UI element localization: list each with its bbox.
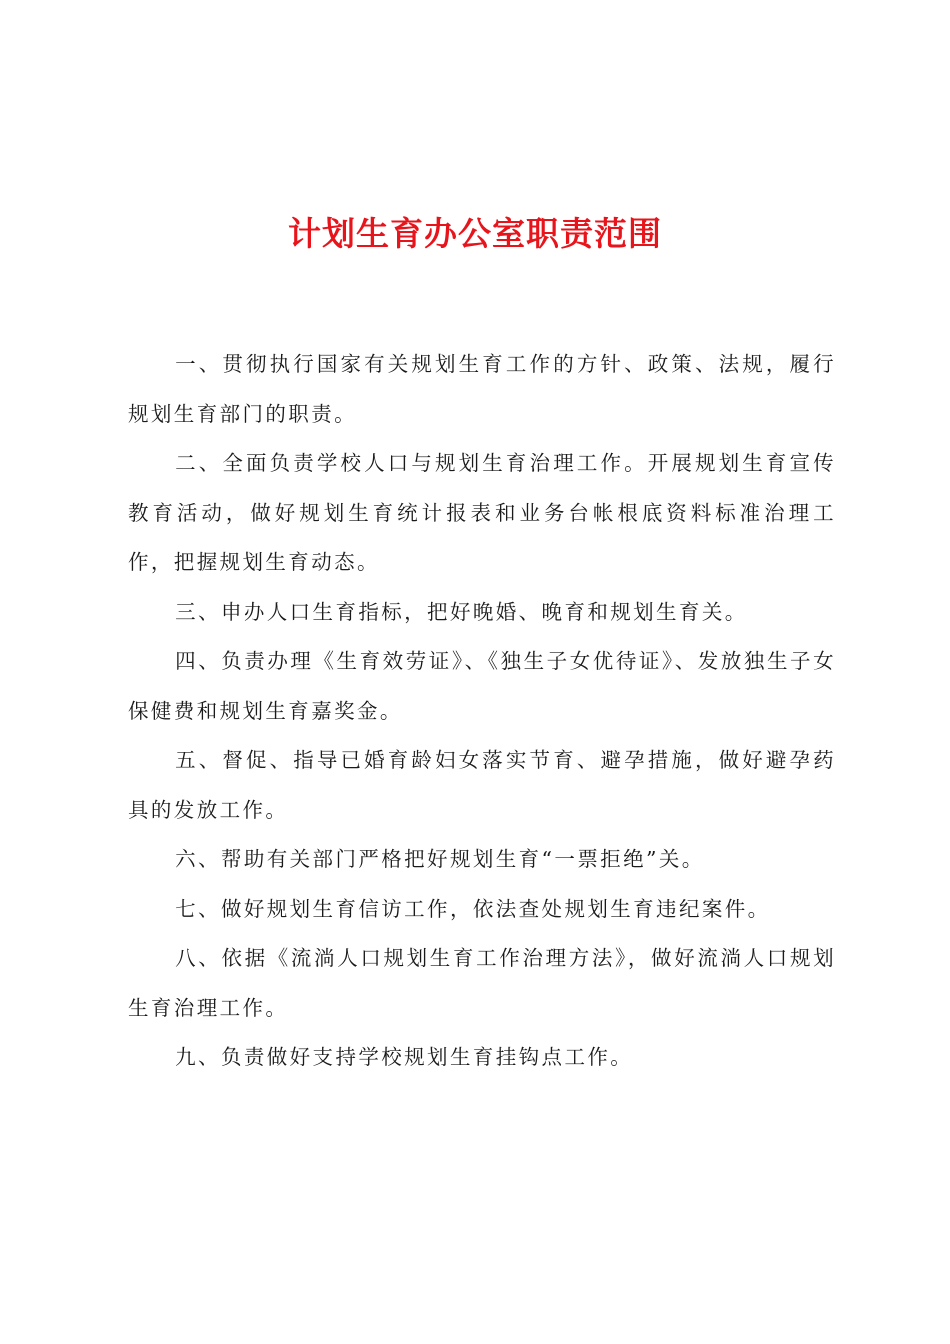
paragraph-7: 七、做好规划生育信访工作，依法查处规划生育违纪案件。 [175, 896, 771, 921]
document-title: 计划生育办公室职责范围 [288, 214, 662, 253]
paragraph-9: 九、负责做好支持学校规划生育挂钩点工作。 [175, 1045, 634, 1069]
paragraph-1: 一、贯彻执行国家有关规划生育工作的方针、政策、法规，履行规划生育部门的职责。 [128, 352, 836, 426]
paragraph-3: 三、申办人口生育指标，把好晚婚、晚育和规划生育关。 [175, 599, 748, 624]
paragraph-4: 四、负责办理《生育效劳证》、《独生子女优待证》、发放独生子女保健费和规划生育嘉奖金。 [128, 649, 836, 723]
paragraph-2: 二、全面负责学校人口与规划生育治理工作。开展规划生育宣传教育活动，做好规划生育统计报表和业务台帐根底资料标准治理工作，把握规划生育动态。 [128, 451, 836, 574]
document-body [128, 340, 836, 1083]
paragraph-6: 六、帮助有关部门严格把好规划生育“一票拒绝”关。 [175, 847, 705, 871]
paragraph-5: 五、督促、指导已婚育龄妇女落实节育、避孕措施，做好避孕药具的发放工作。 [128, 748, 836, 822]
paragraph-8: 八、依据《流淌人口规划生育工作治理方法》，做好流淌人口规划生育治理工作。 [128, 946, 836, 1020]
